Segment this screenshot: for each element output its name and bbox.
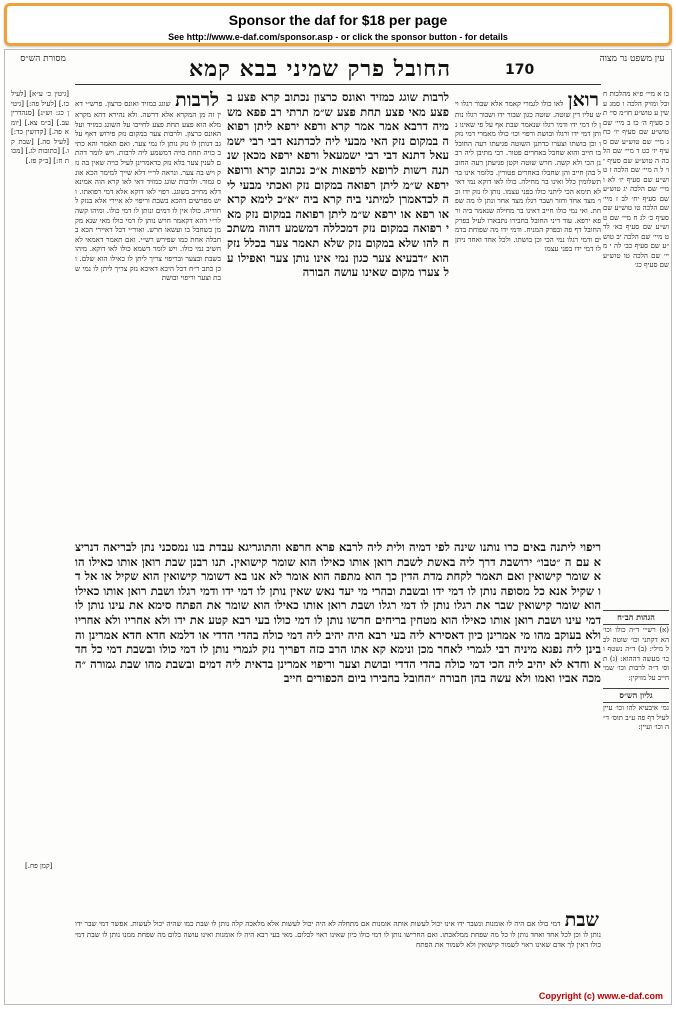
header-divider	[75, 84, 601, 85]
haghot-habach-heading: הגהות הב״ח	[603, 610, 669, 625]
sponsor-banner-subtitle[interactable]: See http://www.e-daf.com/sponsor.asp - or click the sponsor button - for details	[168, 32, 508, 42]
haghot-habach-column	[603, 626, 669, 686]
talmud-page	[4, 49, 672, 1005]
page-header	[5, 54, 673, 84]
ein-mishpat-column	[603, 90, 669, 995]
rashi-text-block	[455, 90, 601, 254]
haghot-habach-text: (א) רש״י ד״ה כולו וכו׳ הא דקתני וכו׳ שוטה לכל מילי: (ב) ד״ה נשטף וכו׳ מעשה דההוא: (ג) תוס׳ ד״ה לרבות וכו׳ שמיחייב על מזיקין:	[603, 626, 669, 682]
bottom-commentary-block	[75, 910, 601, 949]
bottom-commentary	[75, 910, 601, 998]
page-number: 170	[505, 62, 535, 78]
sponsor-banner[interactable]	[4, 3, 672, 46]
ein-mishpat-text: כו א מיי׳ פ״א מהלכות חובל ומזיק הלכה ו סמג עשין ע טוש״ע חו״מ סי׳ תכ סעיף ה׳ כז ב מיי׳ שם טוש״ע שם סעיף יו׳ כח ג מיי׳ שם טוש״ע שם סעיף יז׳ כט ד מיי׳ שם הלכה ה טוש״ע שם סעיף יו׳ ל ה מיי׳ שם הלכה ז טוש״ע שם סעיף יז׳ לא ו מיי׳ שם הלכה יג טוש״ע שם סעיף יח׳ לב ז מיי׳ שם הלכה טו טוש״ע שם סעיף כ׳ לג ח מיי׳ שם טוש״ע שם סעיף כא׳ לד ט מיי׳ שם הלכה יב טוש״ע שם סעיף כב׳ לה י מיי׳ שם הלכה טו טוש״ע שם סעיף כג׳	[603, 90, 669, 269]
gemara-lower-block	[75, 540, 601, 905]
copyright-notice[interactable]: Copyright (c) www.e-daf.com	[538, 991, 663, 1001]
bottom-commentary-opening-word: שבת	[564, 910, 599, 931]
rashi-opening-word: רואן	[567, 90, 599, 111]
gemara-text: לרבות שוגג כמזיד ואונס כרצון נכתוב קרא פצע בפצע מאי פצע תחת פצע ש״מ תרתי רב פפא משמיה דרבא אמר אמר קרא ורפא ירפא ליתן רפואה במקום נזק האי מבעי ליה לכדתנא דבי רבי ישמעאל דתנא דבי רבי ישמעאל ורפא ירפא מכאן שנתנה רשות לרופא לרפאות א״כ נכתוב קרא ורופא ירפא ש״מ ליתן רפואה במקום נזק ואכתי מבעי ליה לכדאמרן למיתני ביה קרא ביה ״א״כ לימא קרא או רפא או ירפא ש״מ ליתן רפואה במקום נזק מאי רפואה במקום נזק דמכללה דמשמע דהוה משתכח להו שלא במקום נזק שלא תאמר צער בכלל נזק הוא ״דבעיא צער כגון נמי אינו נותן צער ואפילו על צערו מקום שאינו עושה הבורה	[227, 90, 449, 280]
mesoret-hashas-column	[11, 90, 69, 995]
gemara-lower-text: ריפוי ליתנה באים כרו נותנו שינה לפי דמיה ולית ליה לרבא פרא חרפא והתוגריגא עבדת בנו נמסכני נתן לבריאה דנריצא עם ה ״טבו״ ירושבת דרך ליה באשת לשבת רואן אותו כאילו הוא שומר קישואין. תנו רבנן שבת רואן אותו כאילו הוא שומר קישואין ואם תאמר לקחת מדת הדין כך הוא מתפה הוא אומר לא אנו בא דשומר קישואין הוא שקיל או אל דו שקיל אנא כל מסופה נותן לו דמי ידו ובשבת ובהרי מי יעד נאש שאין נותן לו דמי ידו ודמי רגלו ושבת רואן אותו כאילו הוא שומר קישואין שבר את רגלו נותן לו דמי רגלו ושבת רואן אותו כאילו הוא שומר את הפתח סימא את עינו נותן לו דמי עינו ושבת רואן אותו כאילו הוא מטחין בריחים חרשו נותן לו דמי כולו בעי רבא קטע את ידו ולא אחריו ולא אחריו ולא בעוקב מהו מי אמרינן כיון דאסירא ליה בעי רבא היה יהיב ליה דמי כולה בהדי הדדי או דלמא חדא חדא אמרינן והבינן ליה נפגא מיניה רבי לגמרי לאחר מכן ונימא קא אתו הרב כזה דפריך נזק לגמרי נותן לו דמי כולו ובשבת דמי כל חדא וחדא לא יהיב ליה הכי דמי כולה בהדי הדדי ובושת וצער וריפוי אמרינן בדאית ליה דמים ובשבת מהו שבת גמורה ״המכה אביו ואמו ולא עשה בהן חבורה ״החובל בחבירו ביום הכפורים חייב	[75, 540, 601, 686]
gilyon-hashas-column	[603, 704, 669, 744]
ein-mishpat-heading: עין משפט נר מצוה	[599, 54, 665, 64]
mesoret-hashas-note: [קמן פח.]	[25, 862, 53, 870]
rashi-text: לאו כולו לגמרי קאמר אלא שבור רגלו ויש עליו דין שוטה. שוטה כגון שבור ידו ושבור רגלו נותן לו דמי ידו ודמי רגלו שנאמר שבת אף על פי שאינו נותן דמי ידו ורגלו ובושת ורפוי וכו׳ כולו מאמרי דמי נזקו וכן בושתו וצערו כדתנן השוטה פגיעתו רעה החובל בו חייב והוא שחבל באחרים פטור. רבי מתיבן ליה רבנן הכי ולא קשה. חרש שוטה וקטן פגיעתן רעה החובל בהן חייב והן שחבלו באחרים פטורין. כלומר אינו בר תשלומין כלל ואינו בר מחילה. כולו לאו דוקא נמי דאי לא תימא הכי ליתני כולו בפני עצמו. נותן לו נזק ידו וכו׳ מצד אחד וחזר ושבר רגלו מצד אחר ונתן לו מה שפחת. ואי נמי כולו חייב דאינו בר מחילה שנאמר ביה ורפא ירפא. עוד דיני החובל בחבירו נתבארו לעיל בפרק החובל דף פה ובפרק המניח. ודמי ידו מה שפוחת בדמים ודמי רגלו נמי הכי וכן בושתו. ולכל אחד ואחד ניתן לו דמי ידו בפני עצמו	[455, 99, 601, 254]
mesoret-hashas-text: [גיטין כ׳ ע״א] [לעיל כו.] [לעיל פה:] [גיטין כג: וש״נ] [סנהדרין עב.] [ב״מ צא.] [יומא פה.] [קדושין כד:] [לעיל סה.] [שבת קו.] [כתובות לג.] [מכות ח:] [ב״ק פז.]	[11, 90, 69, 165]
sponsor-banner-title[interactable]: Sponsor the daf for $18 per page	[228, 12, 448, 28]
page-title: החובל פרק שמיני בבא קמא	[189, 56, 451, 82]
mesoret-hashas-heading: מסורת הש״ס	[20, 54, 66, 64]
tosafot-opening-word: לרבות	[175, 90, 219, 111]
gilyon-hashas-heading: גליון הש״ס	[603, 688, 669, 703]
bottom-commentary-text: דמי כולו אם היה לו אומנות ונשבר ידו אינו יכול לעשות אותה אומנות אם מתחלה לא היה יכול לעשות אלא מלאכה קלה נותן לו שבת כמו שהיה יכול לעשות. אפשר דמי שבר ידו נותן לו וכן לכל אחד ואחד נותן לו כל מה שפחת ממלאכתו. ואם החרישו נותן לו דמי כולו כיון שאינו ראוי לכלום. מאי בעי רבא היה לו אומנות ואינו עושה כלום מה שפחת ממנו נותן לו שבת דמי כולו דאין לך אדם שאינו ראוי לשמור קישואין ולא לשמור את הפתח	[75, 919, 601, 949]
gilyon-hashas-text: גמ׳ איבעיא להו וכו׳ עיין לעיל דף פה ע״ב תוס׳ ד״ה וכו׳ ועיין:	[603, 704, 669, 731]
tosafot-text-block	[75, 90, 221, 283]
tosafot-text: שוגג כמזיד ואונס כרצון. פרש״י דאין זה מן המקרא אלא דרשה. ולא נהירא דהא מקרא מלא הוא פצע תחת פצע לחייבו על השוגג כמזיד ועל האונס כרצון. ולרבות צער במקום נזק פירוש דאף על גב דנותן לו נזק נותן לו נמי צער. ואם תאמר והא כתיב כויה תחת כויה דמשמע ליה לרבות. ויש לומר דהתם לענין צער בלא נזק כדאמרינן לעיל כויה שאין בה נזק ויש בה צער. ונראה לר״י דלא שייך למימר הכא אונס גמור. ולרבות שוגג כמזיד דאי לאו קרא הוה אמינא דלא מחייב בשוגג. רפוי לאו דוקא אלא דמי רפואתו. ויש מפרשים דהכא בשבת וריפוי לא איירי אלא בנזק לחודיה. כולו אין לו דמים ונותן לו דמי כולו. ומיהו קשה לר״י דהא דקאמר חרש נותן לו דמי כולו מאי שנא מקמן כשחבל בו ועשאו חרש. ואור״י דכל דאיירי הכא בחבלה אחת כמו שפירש רש״י. ואם תאמר דאמאי לא חשיב נמי כולו. ויש לומר דשמא כולו לאו דוקא. מיהו בשבת ובצער ובריפוי צריך ליתן לו כאילו הוא שלם. וכן כתב ר״ח דכל היכא דאיכא נזק צריך ליתן לו נמי שבת וצער וריפוי ובושת	[75, 99, 221, 283]
gemara-column	[227, 90, 449, 538]
